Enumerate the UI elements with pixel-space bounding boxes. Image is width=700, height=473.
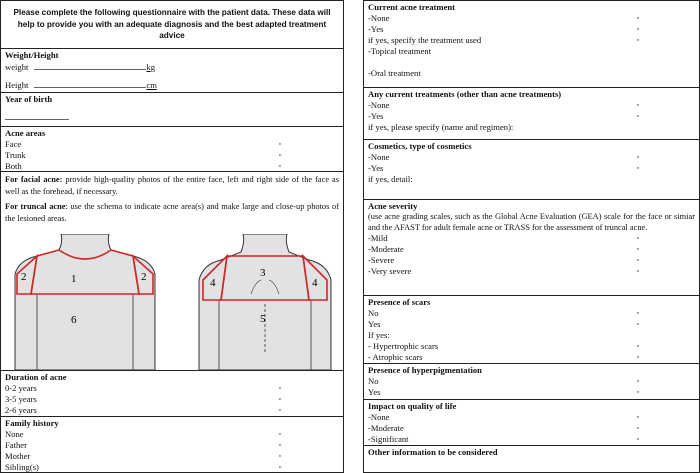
checkbox[interactable]: ▫ [278,162,281,170]
severity-option[interactable] [368,266,695,277]
checkbox[interactable]: ▫ [278,384,281,392]
checkbox[interactable]: ▫ [278,441,281,449]
scars-if-yes: If yes: [368,330,390,340]
family-history-title: Family history [5,418,59,428]
height-label: Height [5,80,29,90]
checkbox[interactable]: ▫ [636,112,639,120]
option-label: Mother [5,451,31,461]
scars-section [364,296,699,364]
duration-option[interactable] [5,394,339,405]
current-treatment-title: Current acne treatment [368,2,456,12]
checkbox[interactable]: ▫ [636,101,639,109]
truncal-label: For truncal acne [5,202,66,211]
option-label: 0-2 years [5,383,37,393]
duration-section [1,371,343,417]
option-label: -None [368,13,390,23]
treatment-note: if yes, specify the treatment used [368,35,482,45]
back-region-label: 4 [312,277,318,289]
weight-unit: kg [146,62,155,72]
height-input-line[interactable] [34,79,146,88]
option-label: -Severe [368,255,395,265]
height-unit: cm [146,80,157,90]
back-region-label: 3 [260,267,266,279]
checkbox[interactable]: ▫ [278,140,281,148]
checkbox[interactable]: ▫ [636,413,639,421]
option-label: Face [5,139,22,149]
checkbox[interactable]: ▫ [636,256,639,264]
other-info-section [364,446,699,472]
truncal-instruction [5,201,339,225]
year-of-birth-input-line[interactable] [5,111,69,120]
cosmetics-note: if yes, detail: [368,174,413,184]
hyperpigmentation-title: Presence of hyperpigmentation [368,365,482,375]
checkbox[interactable]: ▫ [636,309,639,317]
right-column [363,0,700,473]
option-label: Father [5,440,27,450]
checkbox[interactable]: ▫ [636,234,639,242]
truncal-diagram [5,234,341,370]
option-label: - Hypertrophic scars [368,341,439,351]
front-region-label: 2 [141,271,147,283]
year-of-birth-title: Year of birth [5,94,53,104]
severity-option[interactable] [368,233,695,244]
scar-type-option[interactable] [368,352,695,363]
option-label: -Very severe [368,266,412,276]
checkbox[interactable]: ▫ [636,320,639,328]
option-label: -Yes [368,24,384,34]
option-label: -Moderate [368,244,404,254]
oral-treatment-label: -Oral treatment [368,68,421,78]
scars-option[interactable] [368,319,695,330]
weight-input-line[interactable] [34,61,146,70]
severity-description: (use acne grading scales, such as the Global Acne Evaluation (GEA) scale for the face or simiar and the AFAST for adult female acne or TRASS for the assessment of truncal acne. [368,212,695,232]
option-label: -None [368,412,390,422]
year-of-birth-section [1,93,343,127]
option-label: -Moderate [368,423,404,433]
checkbox[interactable]: ▫ [636,424,639,432]
option-label: No [368,308,379,318]
left-column [0,0,344,473]
severity-option[interactable] [368,255,695,266]
family-history-option[interactable] [5,451,339,462]
quality-of-life-title: Impact on quality of life [368,401,457,411]
checkbox[interactable]: ▫ [278,452,281,460]
weight-label: weight [5,62,29,72]
duration-option[interactable] [5,383,339,394]
checkbox[interactable]: ▫ [636,267,639,275]
facial-instruction [5,174,339,198]
weight-row [5,61,339,73]
quality-of-life-option[interactable] [368,423,695,434]
acne-area-option[interactable] [5,150,339,161]
severity-option[interactable] [368,244,695,255]
option-label: -Yes [368,163,384,173]
front-region-label: 6 [71,314,77,326]
checkbox[interactable]: ▫ [636,36,639,44]
cosmetics-option[interactable] [368,163,695,174]
option-label: No [368,376,379,386]
cosmetics-option[interactable] [368,152,695,163]
scars-title: Presence of scars [368,297,431,307]
quality-of-life-section [364,400,699,446]
option-label: Yes [368,319,381,329]
hyperpigmentation-option[interactable] [368,376,695,387]
back-region-label: 4 [210,277,216,289]
acne-areas-title: Acne areas [5,128,46,138]
severity-section [364,200,699,296]
facial-label: For facial acne: [5,175,63,184]
instructions-section [1,172,343,371]
family-history-option[interactable] [5,462,339,473]
option-label: - Atrophic scars [368,352,423,362]
option-label: None [5,429,24,439]
intro-header [1,1,343,49]
back-torso-figure [199,234,331,370]
option-label: -None [368,152,390,162]
checkbox[interactable]: ▫ [636,388,639,396]
topical-treatment-label: -Topical treatment [368,46,432,56]
cosmetics-section [364,140,699,200]
other-treatments-section [364,88,699,140]
scar-type-option[interactable] [368,341,695,352]
option-label: Sibling(s) [5,462,39,472]
acne-areas-section [1,127,343,172]
checkbox[interactable]: ▫ [278,430,281,438]
front-region-label: 1 [71,273,77,285]
option-label: Trunk [5,150,26,160]
acne-area-option[interactable] [5,139,339,150]
other-info-title: Other information to be considered [368,447,498,457]
front-torso-figure [15,234,155,370]
checkbox[interactable]: ▫ [636,14,639,22]
other-treatments-option[interactable] [368,111,695,122]
front-region-label: 2 [21,271,27,283]
option-label: -Significant [368,434,409,444]
option-label: 3-5 years [5,394,37,404]
facial-text: provide high-quality photos of the entire face, left and right side of the face as well as the forehead, if necessary. [5,175,339,196]
checkbox[interactable]: ▫ [636,164,639,172]
treatment-used-row [368,35,695,46]
hyperpigmentation-section [364,364,699,400]
family-history-option[interactable] [5,429,339,440]
checkbox[interactable]: ▫ [278,406,281,414]
family-history-section [1,417,343,472]
option-label: Yes [368,387,381,397]
checkbox[interactable]: ▫ [636,342,639,350]
current-treatment-section [364,1,699,88]
checkbox[interactable]: ▫ [636,435,639,443]
weight-height-section [1,49,343,93]
duration-title: Duration of acne [5,372,67,382]
duration-option[interactable] [5,405,339,416]
cosmetics-title: Cosmetics, type of cosmetics [368,141,472,151]
checkbox[interactable]: ▫ [636,353,639,361]
other-treatments-note: if yes, please specify (name and regimen): [368,122,514,132]
quality-of-life-option[interactable] [368,434,695,445]
checkbox[interactable]: ▫ [636,377,639,385]
current-treatment-option[interactable] [368,13,695,24]
family-history-option[interactable] [5,440,339,451]
checkbox[interactable]: ▫ [636,153,639,161]
other-treatments-option[interactable] [368,100,695,111]
checkbox[interactable]: ▫ [278,463,281,471]
option-label: Both [5,161,22,171]
checkbox[interactable]: ▫ [278,151,281,159]
option-label: -None [368,100,390,110]
checkbox[interactable]: ▫ [636,245,639,253]
weight-height-title: Weight/Height [5,50,59,60]
acne-area-option[interactable] [5,161,339,172]
intro-text: Please complete the following questionnaire with the patient data. These data will help to provide you with an adequate diagnosis and the best adapted treatment advice [13,8,331,40]
checkbox[interactable]: ▫ [278,395,281,403]
truncal-text: : use the schema to indicate acne area(s) and make large and close-up photos of the lesioned areas. [5,202,339,223]
back-region-label: 5 [260,313,266,325]
checkbox[interactable]: ▫ [636,25,639,33]
option-label: -Yes [368,111,384,121]
other-treatments-title: Any current treatments (other than acne treatments) [368,89,562,99]
hyperpigmentation-option[interactable] [368,387,695,398]
current-treatment-option[interactable] [368,24,695,35]
quality-of-life-option[interactable] [368,412,695,423]
scars-option[interactable] [368,308,695,319]
height-row [5,79,339,91]
severity-title: Acne severity [368,201,418,211]
option-label: -Mild [368,233,388,243]
option-label: 2-6 years [5,405,37,415]
